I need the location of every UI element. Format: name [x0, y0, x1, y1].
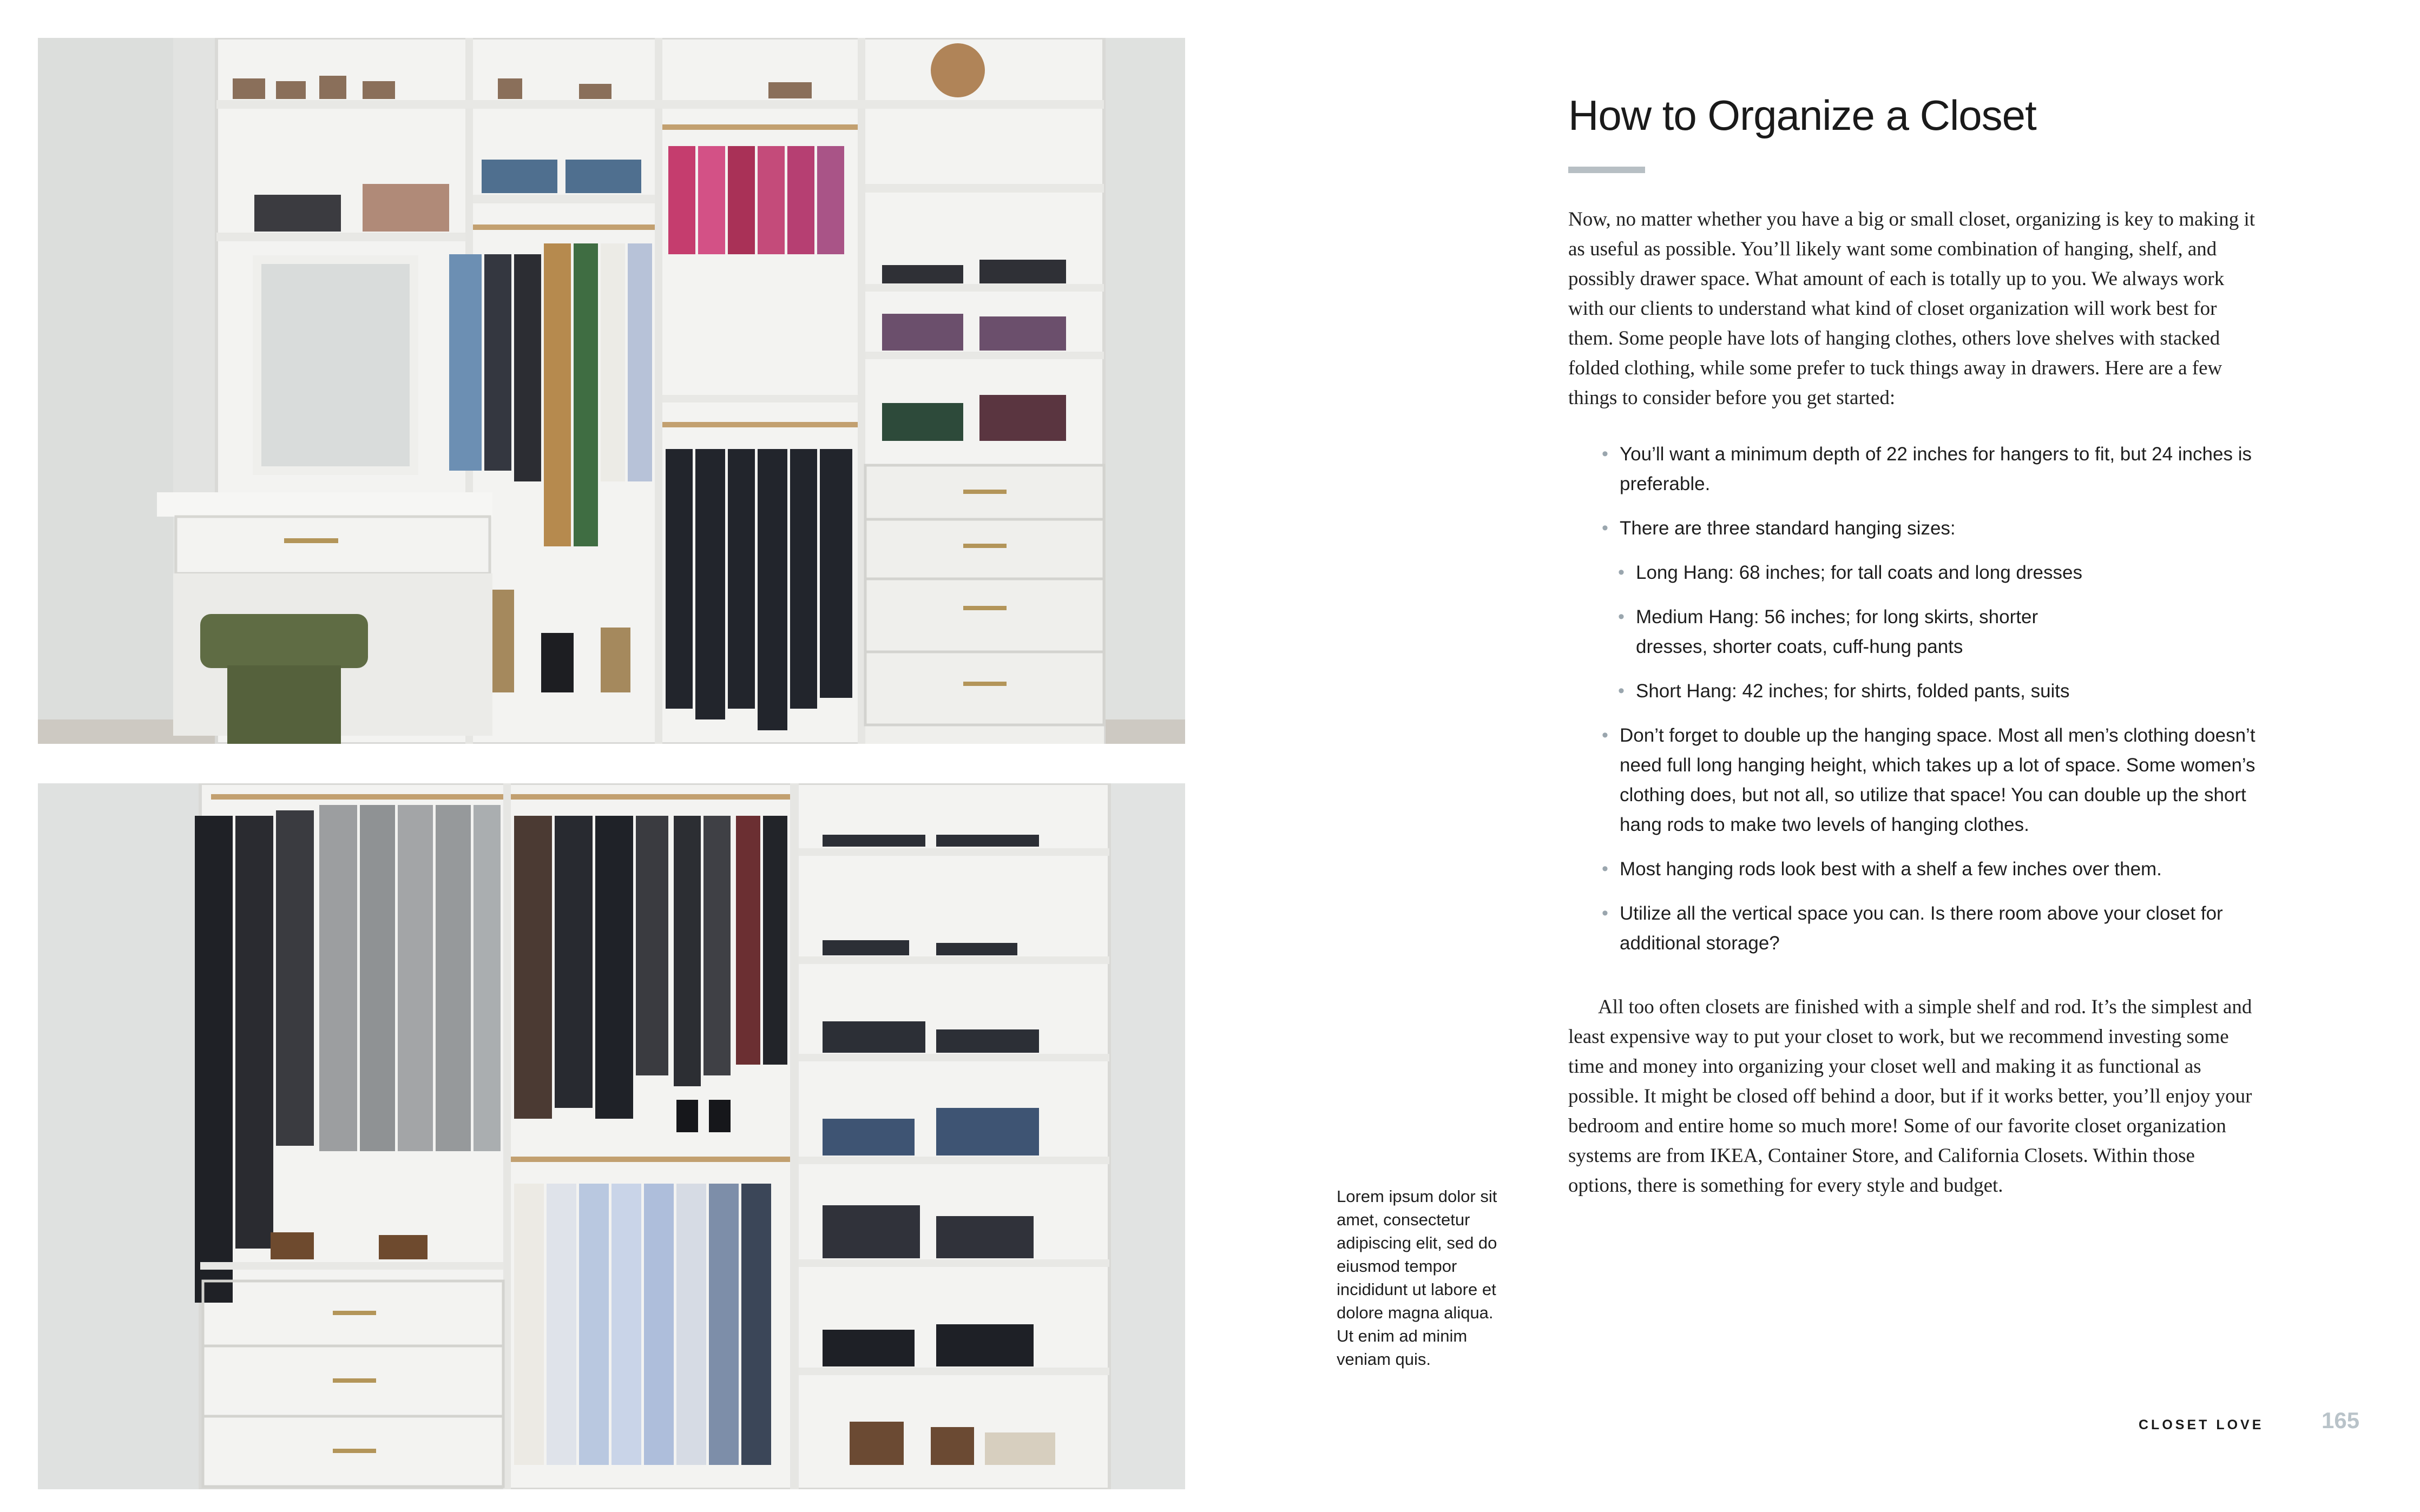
photo-caption: Lorem ipsum dolor sit amet, consectetur adipiscing elit, sed do eiusmod tempor incididunt ut labore et dolore magna aliqua. Ut enim ad minim veniam quis.: [1337, 1187, 1497, 1369]
list-item: • Most hanging rods look best with a shelf a few inches over them.: [1568, 854, 2260, 884]
closing-paragraph: All too often closets are finished with a simple shelf and rod. It’s the simplest and least expensive way to put your closet to work, but we recommend investing some time and money into organizing your closet well and making it as functional as possible. It might be closed off behind a door, but if it works better, you’ll enjoy your bedroom and entire home so much more! Some of our favorite closet organization systems are from IKEA, Container Store, and California Closets. Within those options, there is something for every style and budget.: [1568, 996, 2252, 1197]
closet-vanity-illustration: [38, 38, 1185, 744]
closing-section: [1568, 992, 2260, 1200]
list-item: • You’ll want a minimum depth of 22 inches for hangers to fit, but 24 inches is preferable.: [1568, 439, 2260, 499]
list-item: • Long Hang: 68 inches; for tall coats and long dresses: [1568, 558, 2260, 587]
title-underline: [1568, 167, 1645, 173]
bullet-dot-icon: •: [1602, 725, 1608, 745]
running-head: CLOSET LOVE: [2139, 1417, 2264, 1432]
list-item: • Utilize all the vertical space you can. Is there room above your closet for additional storage?: [1568, 899, 2260, 958]
bullet-dot-icon: •: [1618, 681, 1625, 701]
closet-vanity-photo: [38, 38, 1185, 744]
closet-shelving-photo: [38, 783, 1185, 1489]
bullet-dot-icon: •: [1602, 444, 1608, 464]
list-item: • Medium Hang: 56 inches; for long skirts, shorter dresses, shorter coats, cuff-hung pants: [1568, 602, 2047, 662]
bullet-dot-icon: •: [1618, 606, 1625, 627]
list-item: • Don’t forget to double up the hanging space. Most all men’s clothing doesn’t need full long hanging height, which takes up a lot of space. Some women’s clothing does, but not all, so utilize that space! You can double up the short hang rods to make two levels of hanging clothes.: [1568, 721, 2260, 840]
list-item: • There are three standard hanging sizes:: [1568, 513, 2260, 543]
list-item: • Short Hang: 42 inches; for shirts, folded pants, suits: [1568, 676, 2260, 706]
bullet-dot-icon: •: [1602, 903, 1608, 923]
bullet-dot-icon: •: [1602, 859, 1608, 879]
intro-section: [1568, 204, 2260, 413]
bullet-dot-icon: •: [1618, 562, 1625, 583]
intro-paragraph: Now, no matter whether you have a big or small closet, organizing is key to making it as useful as possible. You’ll likely want some combination of hanging, shelf, and possibly drawer space. What amount of each is totally up to you. We always work with our clients to understand what kind of closet organization will work best for them. Some people have lots of hanging clothes, others love shelves with stacked folded clothing, while some prefer to tuck things away in drawers. Here are a few things to consider before you get started:: [1568, 208, 2255, 409]
tips-list: [1568, 439, 2260, 973]
bullet-dot-icon: •: [1602, 518, 1608, 538]
page-number: 165: [2322, 1408, 2360, 1433]
page-title: How to Organize a Closet: [1568, 91, 2036, 139]
closet-shelving-illustration: [38, 783, 1185, 1489]
